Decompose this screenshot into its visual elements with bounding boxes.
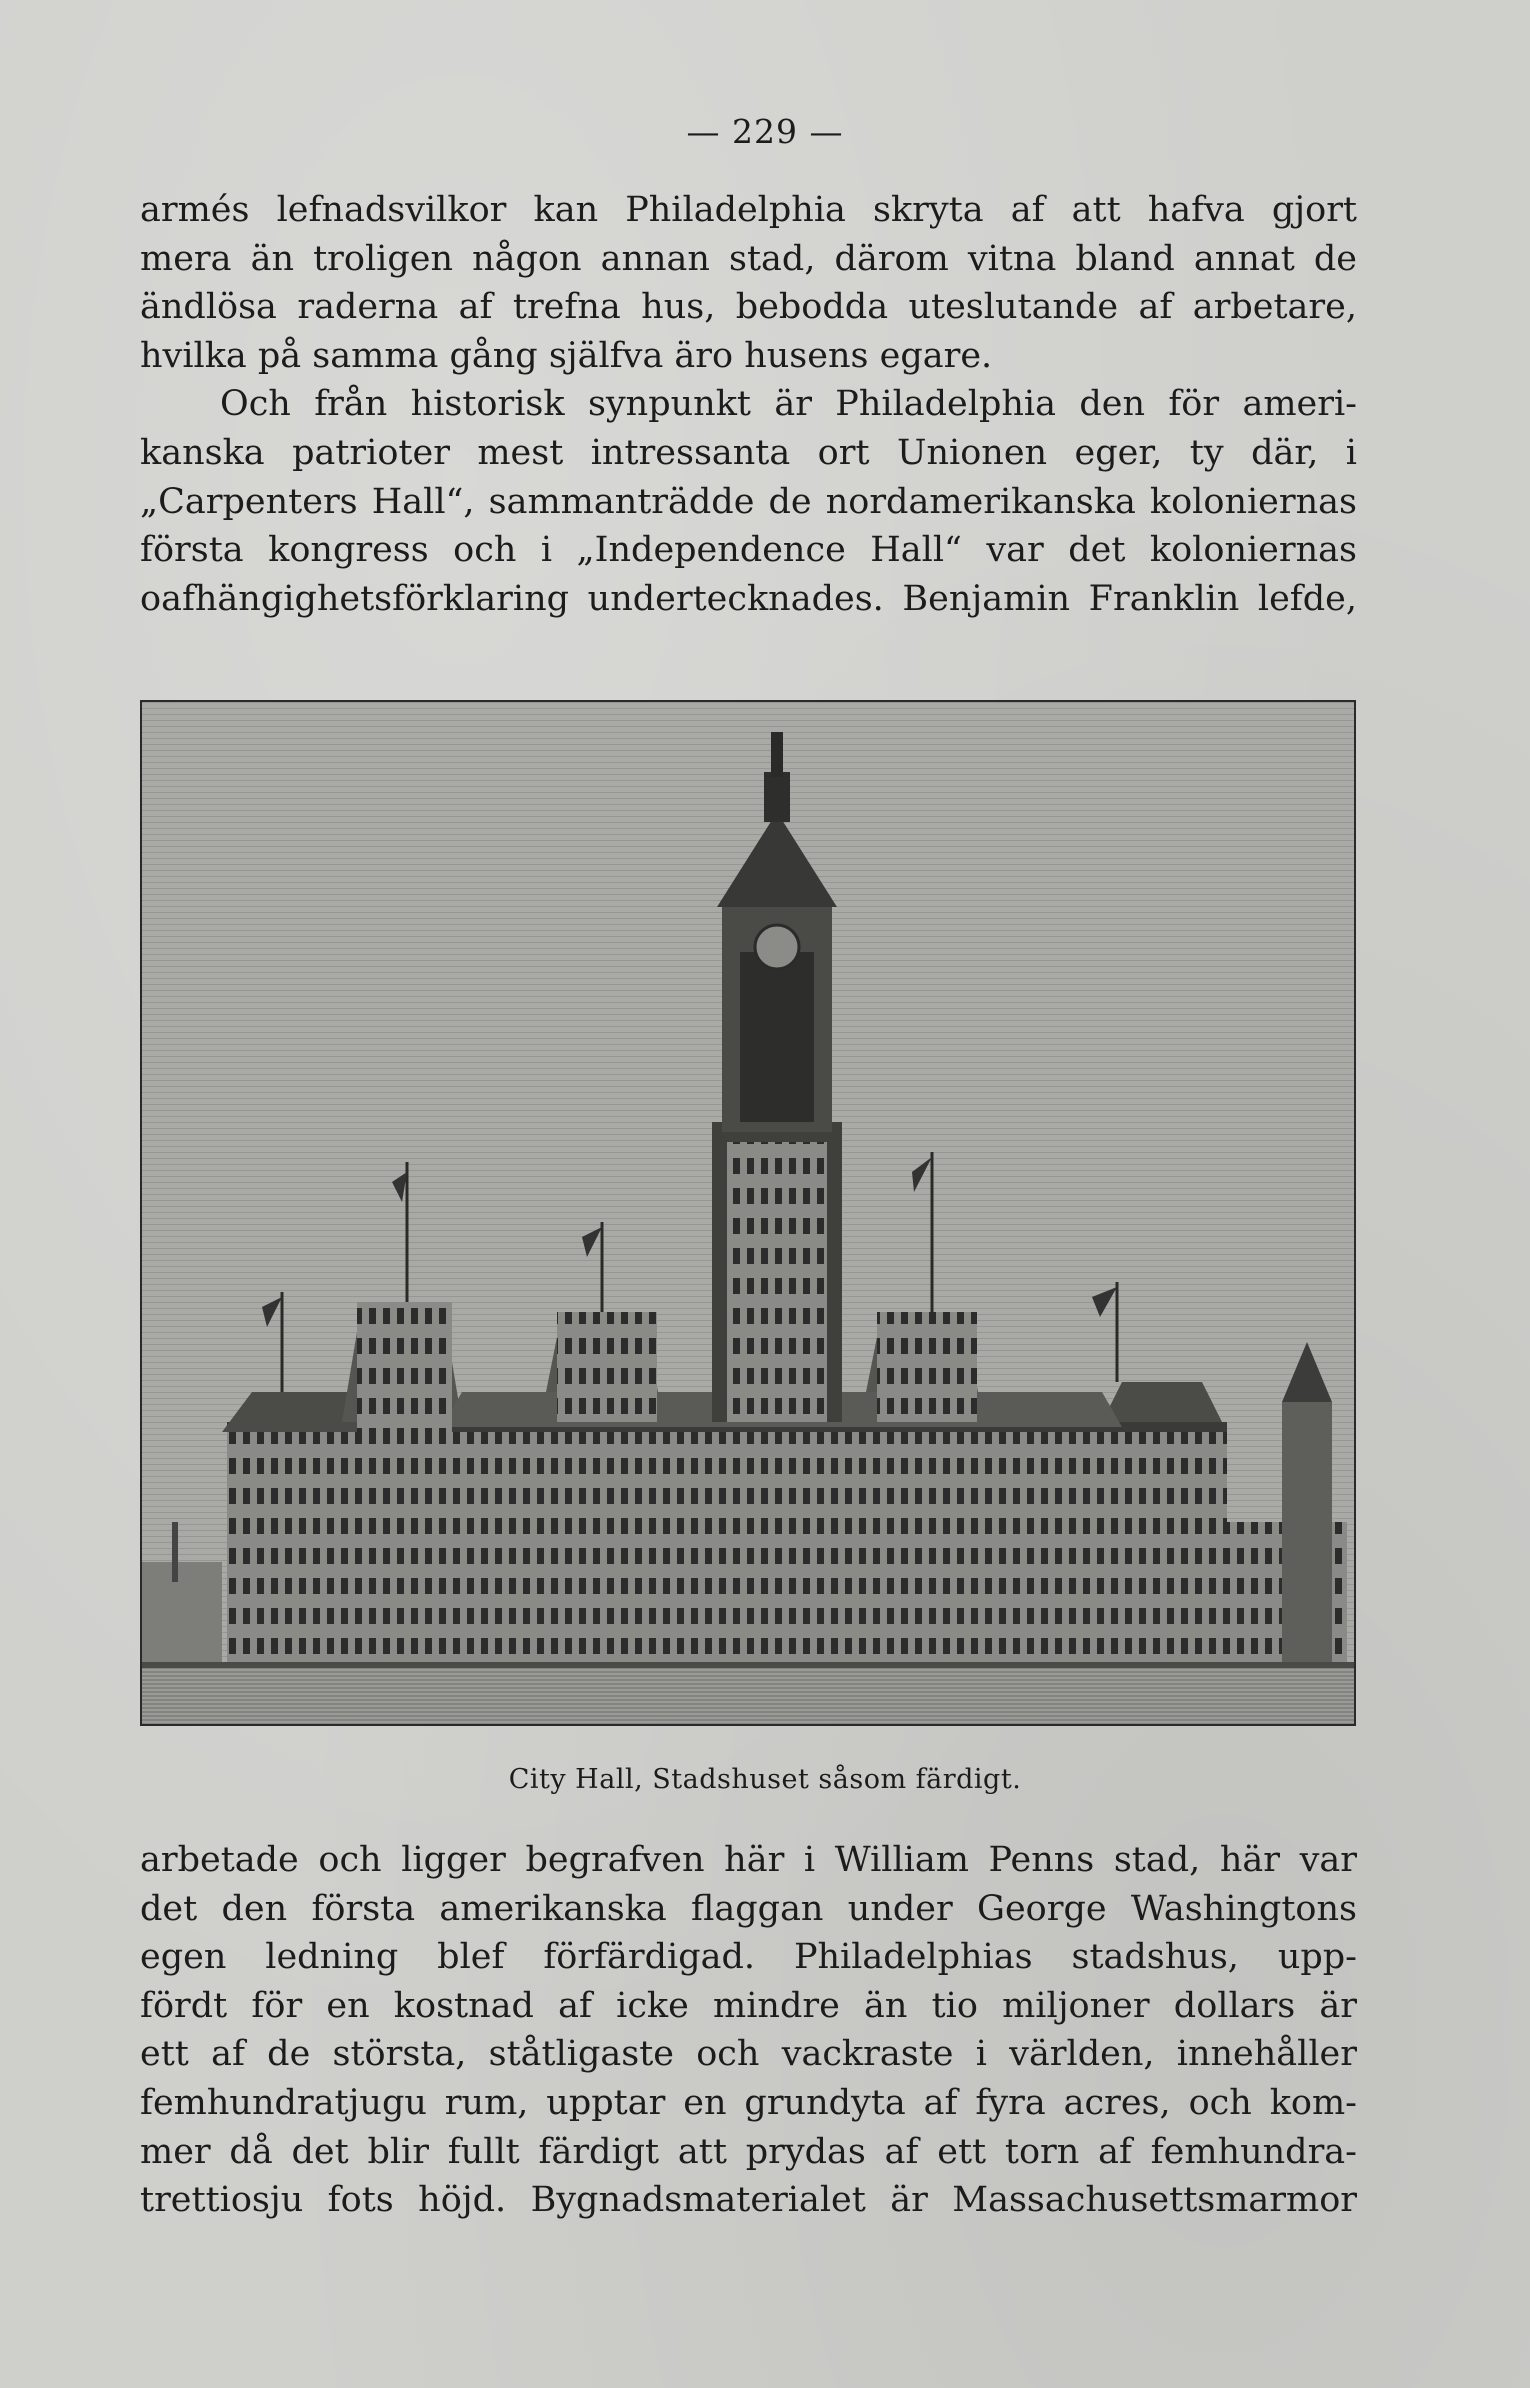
text-line: första kongress och i „Independence Hall“ var det koloniernas: [140, 530, 1357, 571]
text-line: egen ledning blef förfärdigad. Philadelphias stadshus, upp-: [140, 1937, 1357, 1978]
text-line: det den första amerikanska flaggan under George Washingtons: [140, 1888, 1357, 1929]
figure-caption: City Hall, Stadshuset såsom färdigt.: [508, 1764, 1022, 1795]
body-text-bottom: [140, 1836, 1357, 2225]
body-text-top: [140, 186, 1357, 623]
text-line: arbetade och ligger begrafven här i William Penns stad, här var: [140, 1840, 1357, 1880]
text-line: oafhängighetsförklaring undertecknades. Benjamin Franklin lefde,: [140, 578, 1357, 619]
page-number: — 229 —: [686, 112, 844, 151]
text-line: hvilka på samma gång själfva äro husens egare.: [140, 335, 993, 376]
text-line: mera än troligen någon annan stad, därom vitna bland annat de: [140, 238, 1357, 279]
text-line: Och från historisk synpunkt är Philadelphia den för ameri-: [220, 384, 1357, 425]
text-line: kanska patrioter mest intressanta ort Unionen eger, ty där, i: [140, 432, 1357, 473]
text-line: trettiosju fots höjd. Bygnadsmaterialet är Massachusettsmarmor: [140, 2180, 1357, 2221]
text-line: femhundratjugu rum, upptar en grundyta af fyra acres, och kom-: [140, 2082, 1357, 2123]
text-line: mer då det blir fullt färdigt att prydas af ett torn af femhundra-: [140, 2131, 1357, 2172]
text-line: armés lefnadsvilkor kan Philadelphia skryta af att hafva gjort: [140, 190, 1357, 230]
text-line: „Carpenters Hall“, sammanträdde de nordamerikanska koloniernas: [140, 481, 1357, 522]
text-line: ändlösa raderna af trefna hus, bebodda uteslutande af arbetare,: [140, 287, 1357, 328]
text-line: ett af de största, ståtligaste och vackraste i världen, innehåller: [140, 2034, 1357, 2075]
text-line: fördt för en kostnad af icke mindre än tio miljoner dollars är: [140, 1985, 1357, 2026]
city-hall-engraving: [142, 702, 1354, 1724]
city-hall-illustration: [140, 700, 1356, 1726]
